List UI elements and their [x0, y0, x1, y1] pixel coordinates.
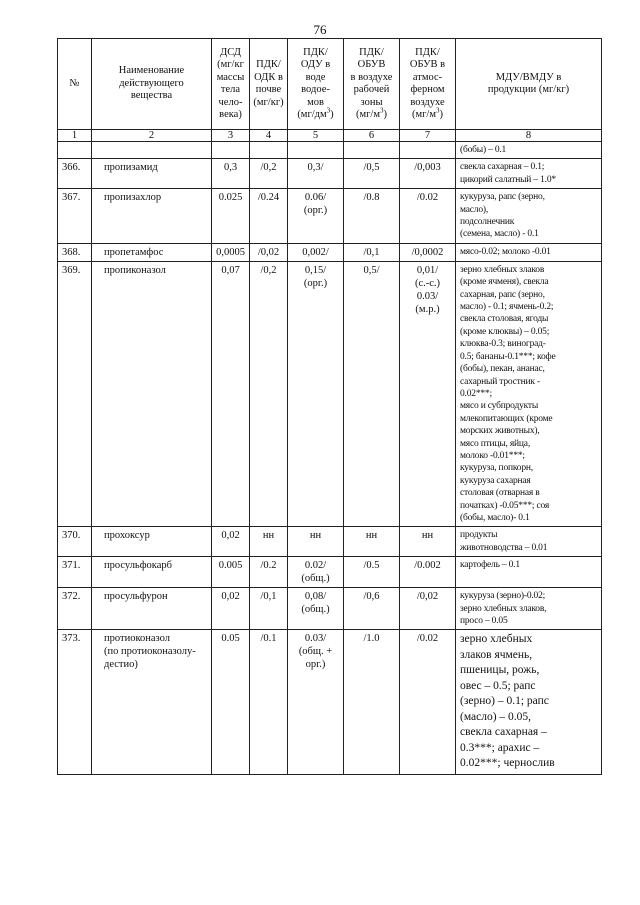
text-line: нн	[262, 530, 275, 542]
text-line: /0,02	[257, 246, 280, 258]
text-line: пропетамфос	[104, 246, 164, 258]
dsd-value	[212, 243, 250, 261]
text-line: (кроме клюквы) – 0.05;	[460, 326, 550, 337]
column-header-2	[92, 39, 212, 130]
column-header-1	[58, 39, 92, 130]
mdu-value	[456, 557, 602, 588]
substance-name	[92, 159, 212, 189]
text-line: 0,5/	[363, 264, 380, 276]
column-header-6	[344, 39, 400, 130]
column-header-7	[400, 39, 456, 130]
row-number: 373.	[58, 630, 92, 775]
text-line: /0,003	[414, 162, 441, 174]
row-number: 368.	[58, 243, 92, 261]
text-line: (семена, масло) - 0.1	[460, 229, 539, 240]
text-line: /0,2	[260, 162, 277, 174]
text-line: действующего	[119, 77, 184, 89]
column-number: 6	[344, 130, 400, 142]
table-row	[58, 588, 602, 630]
soil-value	[250, 527, 288, 557]
text-line: 0.06/	[304, 192, 327, 204]
text-line: 0.03/	[304, 633, 327, 645]
text-line: пропизамид	[104, 162, 158, 174]
text-line: вещества	[130, 90, 173, 102]
text-line: протиоконазол	[104, 633, 170, 645]
row-number: 372.	[58, 588, 92, 630]
text-line: сахарный тростник -	[460, 376, 540, 387]
text-line: /0.5	[363, 560, 380, 572]
text-line: 0,02	[221, 591, 240, 603]
continuation-text: (бобы) – 0.1	[456, 142, 602, 159]
text-line: орг.)	[305, 659, 326, 671]
text-line: массы	[216, 71, 245, 83]
text-line: свекла сахарная – 0.1;	[460, 162, 545, 173]
text-line: столовая (отварная в	[460, 488, 540, 499]
soil-value	[250, 630, 288, 775]
row-number: 366.	[58, 159, 92, 189]
text-line: мясо-0.02; молоко -0.01	[460, 246, 551, 257]
text-line: (с.-с.)	[414, 277, 441, 289]
text-line: млекопитающих (кроме	[460, 413, 553, 424]
soil-value	[250, 588, 288, 630]
text-line: мов	[307, 96, 324, 108]
text-line: $(мг/м^3)$	[411, 106, 443, 120]
mdu-value	[456, 261, 602, 527]
soil-value	[250, 557, 288, 588]
text-line: (масло) – 0.05,	[460, 710, 532, 723]
text-line: сахарная, рапс (зерно,	[460, 289, 545, 300]
text-line: (зерно) – 0.1; рапс	[460, 695, 549, 708]
text-line: мясо птицы, яйца,	[460, 438, 530, 449]
soil-value	[250, 159, 288, 189]
dsd-value	[212, 527, 250, 557]
text-line: просульфокарб	[104, 560, 172, 572]
text-line: зерно хлебных	[460, 633, 533, 646]
text-line: 0,002/	[302, 246, 329, 258]
atmospheric-air-value	[400, 189, 456, 244]
page-number: 76	[313, 22, 327, 37]
water-value	[288, 630, 344, 775]
atmospheric-air-value	[400, 159, 456, 189]
column-header-8	[456, 39, 602, 130]
text-line: 0,3/	[307, 162, 324, 174]
text-line: ОДК в	[254, 71, 283, 83]
workzone-air-value	[344, 261, 400, 527]
text-line: дестио)	[104, 659, 138, 671]
text-line: /0,1	[260, 591, 277, 603]
text-line: /0,6	[363, 591, 380, 603]
text-line: пропизахлор	[104, 192, 162, 204]
text-line: картофель – 0.1	[460, 560, 520, 571]
soil-value	[250, 243, 288, 261]
table-row	[58, 557, 602, 588]
text-line: 0,15/	[304, 264, 327, 276]
text-line: кукуруза, попкорн,	[460, 463, 533, 474]
text-line: /0.1	[260, 633, 277, 645]
text-line: (бобы, масло)- 0.1	[460, 512, 530, 523]
text-line: свекла сахарная –	[460, 726, 547, 739]
text-line: ПДК/	[415, 46, 440, 58]
atmospheric-air-value	[400, 557, 456, 588]
text-line: ОБУВ в	[409, 59, 446, 70]
text-line: рабочей	[353, 84, 390, 95]
text-line: (общ. +	[298, 646, 333, 658]
text-line: тела	[220, 84, 241, 95]
atmospheric-air-value	[400, 588, 456, 630]
soil-value	[250, 189, 288, 244]
text-line: МДУ/ВМДУ в	[495, 71, 562, 83]
substance-name	[92, 261, 212, 527]
header-row	[58, 39, 602, 130]
column-number: 2	[92, 130, 212, 142]
text-line: /1.0	[363, 633, 380, 645]
text-line: Наименование	[118, 65, 185, 77]
water-value	[288, 588, 344, 630]
column-header-4	[250, 39, 288, 130]
mdu-value	[456, 630, 602, 775]
text-line: ферном	[410, 84, 445, 95]
text-line: зерно хлебных злаков,	[460, 603, 547, 614]
text-line: ПДК/	[359, 46, 384, 58]
text-line: ОДУ в	[300, 59, 331, 70]
mdu-value	[456, 588, 602, 630]
column-number: 5	[288, 130, 344, 142]
text-line: $(мг/дм^3)$	[297, 106, 334, 120]
water-value	[288, 159, 344, 189]
text-line: 0,08/	[304, 591, 327, 603]
text-line: (мг/кг	[217, 59, 244, 70]
substance-name	[92, 630, 212, 775]
text-line: (общ.)	[301, 604, 330, 616]
text-line: №	[69, 77, 80, 89]
substance-name	[92, 588, 212, 630]
text-line: (бобы), пекан, ананас,	[460, 364, 545, 375]
column-number: 8	[456, 130, 602, 142]
atmospheric-air-value	[400, 243, 456, 261]
continuation-row	[58, 142, 602, 159]
workzone-air-value	[344, 243, 400, 261]
text-line: $(мг/м^3)$	[355, 106, 387, 120]
text-line: /0,1	[363, 246, 380, 258]
workzone-air-value	[344, 527, 400, 557]
text-line: 0,02	[221, 530, 240, 542]
dsd-value	[212, 588, 250, 630]
text-line: кукуруза (зерно)-0.02;	[460, 591, 546, 602]
text-line: зоны	[360, 96, 383, 108]
text-line: масло) - 0.1; ячмень-0.2;	[460, 302, 554, 313]
text-line: /0.02	[416, 192, 439, 204]
text-line: атмос-	[412, 71, 443, 83]
substance-name	[92, 189, 212, 244]
water-value	[288, 557, 344, 588]
text-line: 0.005	[218, 560, 243, 572]
mdu-value	[456, 189, 602, 244]
table-row	[58, 261, 602, 527]
dsd-value	[212, 159, 250, 189]
text-line: подсолнечник	[460, 217, 515, 228]
text-line: водое-	[301, 84, 330, 95]
text-line: пропиконазол	[104, 264, 166, 276]
text-line: 0,3	[223, 162, 238, 174]
row-number: 367.	[58, 189, 92, 244]
text-line: масло),	[460, 204, 489, 215]
text-line: прохоксур	[104, 530, 150, 542]
dsd-value	[212, 261, 250, 527]
text-line: початках) -0.05***; соя	[460, 500, 550, 511]
text-line: просо – 0.05	[460, 616, 508, 626]
text-line: мясо и субпродукты	[460, 401, 539, 412]
text-line: (общ.)	[301, 573, 330, 585]
text-line: продукции (мг/кг)	[487, 84, 570, 95]
text-line: (орг.)	[303, 277, 328, 289]
workzone-air-value	[344, 557, 400, 588]
soil-value	[250, 261, 288, 527]
column-header-3	[212, 39, 250, 130]
water-value	[288, 189, 344, 244]
column-number: 3	[212, 130, 250, 142]
text-line: /0,0002	[411, 246, 444, 258]
mdu-value	[456, 243, 602, 261]
dsd-value	[212, 630, 250, 775]
text-line: клюква-0.3; виноград-	[460, 339, 546, 350]
row-number: 371.	[58, 557, 92, 588]
water-value	[288, 243, 344, 261]
text-line: ПДК/	[256, 59, 281, 70]
table-row	[58, 630, 602, 775]
text-line: кукуруза, рапс (зерно,	[460, 192, 545, 203]
water-value	[288, 261, 344, 527]
text-line: ДСД	[220, 46, 241, 58]
text-line: /0,2	[260, 264, 277, 276]
water-value	[288, 527, 344, 557]
text-line: /0,02	[416, 591, 439, 603]
text-line: 0.02/	[304, 560, 327, 572]
workzone-air-value	[344, 159, 400, 189]
text-line: продукты	[460, 530, 498, 541]
text-line: /0.24	[257, 192, 280, 204]
text-line: ОБУВ	[357, 59, 386, 70]
substance-name	[92, 557, 212, 588]
text-line: 0.03/	[416, 290, 439, 302]
text-line: кукуруза сахарная	[460, 475, 531, 486]
table-row	[58, 527, 602, 557]
text-line: почве	[255, 84, 282, 95]
text-line: /0.2	[260, 560, 277, 572]
text-line: /0.02	[416, 633, 439, 645]
text-line: 0.3***; арахис –	[460, 741, 540, 754]
column-header-5	[288, 39, 344, 130]
column-number: 7	[400, 130, 456, 142]
text-line: нн	[421, 530, 434, 542]
text-line: (орг.)	[303, 205, 328, 217]
text-line: /0.002	[414, 560, 441, 572]
text-line: воде	[305, 71, 326, 83]
atmospheric-air-value	[400, 527, 456, 557]
text-line: века)	[219, 109, 242, 120]
atmospheric-air-value	[400, 630, 456, 775]
text-line: (по протиоконазолу-	[104, 646, 196, 658]
text-line: 0,0005	[216, 246, 245, 258]
text-line: (м.р.)	[415, 303, 440, 315]
text-line: молоко -0.01***;	[460, 450, 525, 461]
text-line: морских животных),	[460, 426, 540, 437]
mdu-value	[456, 159, 602, 189]
text-line: 0.5; бананы-0.1***; кофе	[460, 351, 556, 362]
text-line: свекла столовая, ягоды	[460, 314, 549, 325]
text-line: злаков ячмень,	[460, 648, 533, 661]
text-line: 0.02***;	[460, 388, 492, 399]
text-line: цикорий салатный – 1.0*	[460, 174, 556, 185]
text-line: зерно хлебных злаков	[460, 264, 545, 275]
text-line: 0.05	[221, 633, 240, 645]
column-number: 1	[58, 130, 92, 142]
workzone-air-value	[344, 630, 400, 775]
substance-name	[92, 527, 212, 557]
dsd-value	[212, 557, 250, 588]
text-line: животноводства – 0.01	[460, 542, 548, 553]
text-line: ПДК/	[303, 46, 328, 58]
workzone-air-value	[344, 588, 400, 630]
text-line: овес – 0.5; рапс	[460, 679, 536, 692]
row-number: 370.	[58, 527, 92, 557]
text-line: пшеницы, рожь,	[460, 664, 540, 677]
text-line: воздухе	[410, 96, 445, 108]
mdu-value	[456, 527, 602, 557]
table-row	[58, 159, 602, 189]
pesticide-table	[57, 38, 602, 775]
column-number-row	[58, 130, 602, 142]
text-line: 0,01/	[416, 264, 439, 276]
text-line: чело-	[218, 96, 243, 108]
column-number: 4	[250, 130, 288, 142]
text-line: нн	[365, 530, 378, 542]
substance-name	[92, 243, 212, 261]
dsd-value	[212, 189, 250, 244]
row-number: 369.	[58, 261, 92, 527]
table-row	[58, 243, 602, 261]
table-row	[58, 189, 602, 244]
text-line: нн	[309, 530, 322, 542]
text-line: 0.025	[218, 192, 243, 204]
text-line: в воздухе	[350, 71, 393, 83]
workzone-air-value	[344, 189, 400, 244]
text-line: (мг/кг)	[253, 96, 284, 108]
text-line: (кроме ячменя), свекла	[460, 277, 549, 288]
text-line: 0,07	[221, 264, 240, 276]
text-line: просульфурон	[104, 591, 168, 603]
text-line: 0.02***; чернослив	[460, 757, 555, 770]
text-line: /0,5	[363, 162, 380, 174]
text-line: /0.8	[363, 192, 380, 204]
atmospheric-air-value	[400, 261, 456, 527]
